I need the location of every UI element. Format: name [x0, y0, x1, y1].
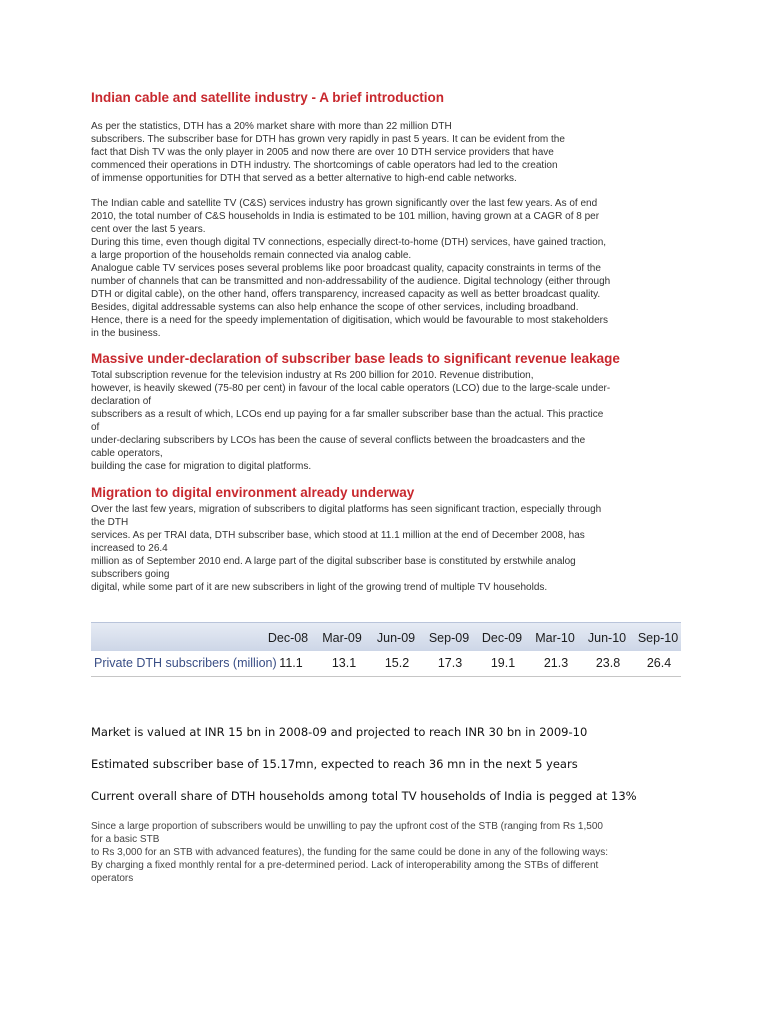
text-line: During this time, even though digital TV connections, especially direct-to-home (DTH) services, have gained traction, [91, 237, 607, 248]
table-header-cell: Dec-08 [267, 631, 309, 645]
paragraph-stb-funding [91, 820, 681, 885]
table-row-label: Private DTH subscribers (million) [94, 656, 277, 670]
paragraph-intro-1 [91, 120, 681, 185]
text-line: operators [91, 873, 134, 884]
stat-subscriber-base: Estimated subscriber base of 15.17mn, expected to reach 36 mn in the next 5 years [91, 757, 578, 771]
text-line: under-declaring subscribers by LCOs has been the cause of several conflicts between the broadcasters and the [91, 435, 586, 446]
text-line: DTH or digital cable), on the other hand, offers transparency, increased capacity as well as better broadcast quality. [91, 289, 601, 300]
text-line: cable operators, [91, 448, 163, 459]
paragraph-migration [91, 503, 681, 594]
stat-market-value: Market is valued at INR 15 bn in 2008-09 and projected to reach INR 30 bn in 2009-10 [91, 725, 588, 739]
text-line: the DTH [91, 517, 129, 528]
text-line: The Indian cable and satellite TV (C&S) services industry has grown significantly over the last few years. As of end [91, 198, 598, 209]
text-line: 2010, the total number of C&S households in India is estimated to be 101 million, having grown at a CAGR of 8 per [91, 211, 600, 222]
table-cell: 15.2 [384, 656, 410, 670]
table-header-cell: Mar-10 [535, 631, 575, 645]
table-header-cell: Sep-09 [428, 631, 470, 645]
text-line: fact that Dish TV was the only player in 2005 and now there are over 10 DTH service providers that have [91, 147, 554, 158]
table-header-row [91, 622, 681, 651]
section-heading-revenue-leakage: Massive under-declaration of subscriber base leads to significant revenue leakage [91, 351, 620, 366]
text-line: By charging a fixed monthly rental for a pre-determined period. Lack of interoperability among the STBs of different [91, 860, 599, 871]
text-line: Hence, there is a need for the speedy implementation of digitisation, which would be favourable to most stakeholders [91, 315, 608, 326]
text-line: cent over the last 5 years. [91, 224, 206, 235]
table-header-cell: Jun-09 [376, 631, 416, 645]
text-line: Besides, digital addressable systems can also help enhance the scope of other services, including broadband. [91, 302, 579, 313]
table-header-cell: Mar-09 [322, 631, 362, 645]
text-line: however, is heavily skewed (75-80 per cent) in favour of the local cable operators (LCO) due to the large-scale under- [91, 383, 611, 394]
paragraph-intro-2 [91, 197, 681, 340]
table-cell: 11.1 [279, 656, 303, 670]
text-line: for a basic STB [91, 834, 160, 845]
text-line: number of channels that can be transmitted and non-addressability of the audience. Digital technology (either through [91, 276, 611, 287]
paragraph-revenue-leakage [91, 369, 681, 473]
section-heading-migration: Migration to digital environment already underway [91, 485, 415, 500]
text-line: million as of September 2010 end. A large part of the digital subscriber base is constituted by erstwhile analog [91, 556, 576, 567]
text-line: commenced their operations in DTH industry. The shortcomings of cable operators had led to the creation [91, 160, 558, 171]
table-header-cell: Sep-10 [637, 631, 679, 645]
text-line: to Rs 3,000 for an STB with advanced features), the funding for the same could be done in any of the following ways: [91, 847, 608, 858]
text-line: subscribers. The subscriber base for DTH has grown very rapidly in past 5 years. It can be evident from the [91, 134, 565, 145]
text-line: subscribers going [91, 569, 170, 580]
table-header-cell: Jun-10 [587, 631, 627, 645]
text-line: digital, while some part of it are new subscribers in light of the growing trend of multiple TV households. [91, 582, 548, 593]
table-cell: 19.1 [490, 656, 516, 670]
text-line: Total subscription revenue for the television industry at Rs 200 billion for 2010. Revenue distribution, [91, 370, 534, 381]
stat-dth-share: Current overall share of DTH households among total TV households of India is pegged at 13% [91, 789, 637, 803]
section-heading-intro: Indian cable and satellite industry - A brief introduction [91, 90, 445, 105]
table-header-cell: Dec-09 [481, 631, 523, 645]
table-row [91, 651, 681, 677]
text-line: Over the last few years, migration of subscribers to digital platforms has seen significant traction, especially through [91, 504, 602, 515]
table-cell: 26.4 [646, 656, 672, 670]
dth-subscribers-table [91, 622, 681, 678]
table-cell: 13.1 [331, 656, 357, 670]
table-cell: 23.8 [595, 656, 621, 670]
table-cell: 21.3 [543, 656, 569, 670]
table-cell: 17.3 [437, 656, 463, 670]
text-line: of [91, 422, 100, 433]
text-line: declaration of [91, 396, 152, 407]
text-line: As per the statistics, DTH has a 20% market share with more than 22 million DTH [91, 121, 452, 132]
text-line: building the case for migration to digital platforms. [91, 461, 312, 472]
text-line: of immense opportunities for DTH that served as a better alternative to high-end cable networks. [91, 173, 517, 184]
text-line: services. As per TRAI data, DTH subscriber base, which stood at 11.1 million at the end of December 2008, has [91, 530, 585, 541]
text-line: a large proportion of the households remain connected via analog cable. [91, 250, 412, 261]
text-line: increased to 26.4 [91, 543, 168, 554]
text-line: Analogue cable TV services poses several problems like poor broadcast quality, capacity constraints in terms of the [91, 263, 601, 274]
text-line: subscribers as a result of which, LCOs end up paying for a far smaller subscriber base than the actual. This practice [91, 409, 604, 420]
text-line: in the business. [91, 328, 161, 339]
text-line: Since a large proportion of subscribers would be unwilling to pay the upfront cost of the STB (ranging from Rs 1,500 [91, 821, 603, 832]
